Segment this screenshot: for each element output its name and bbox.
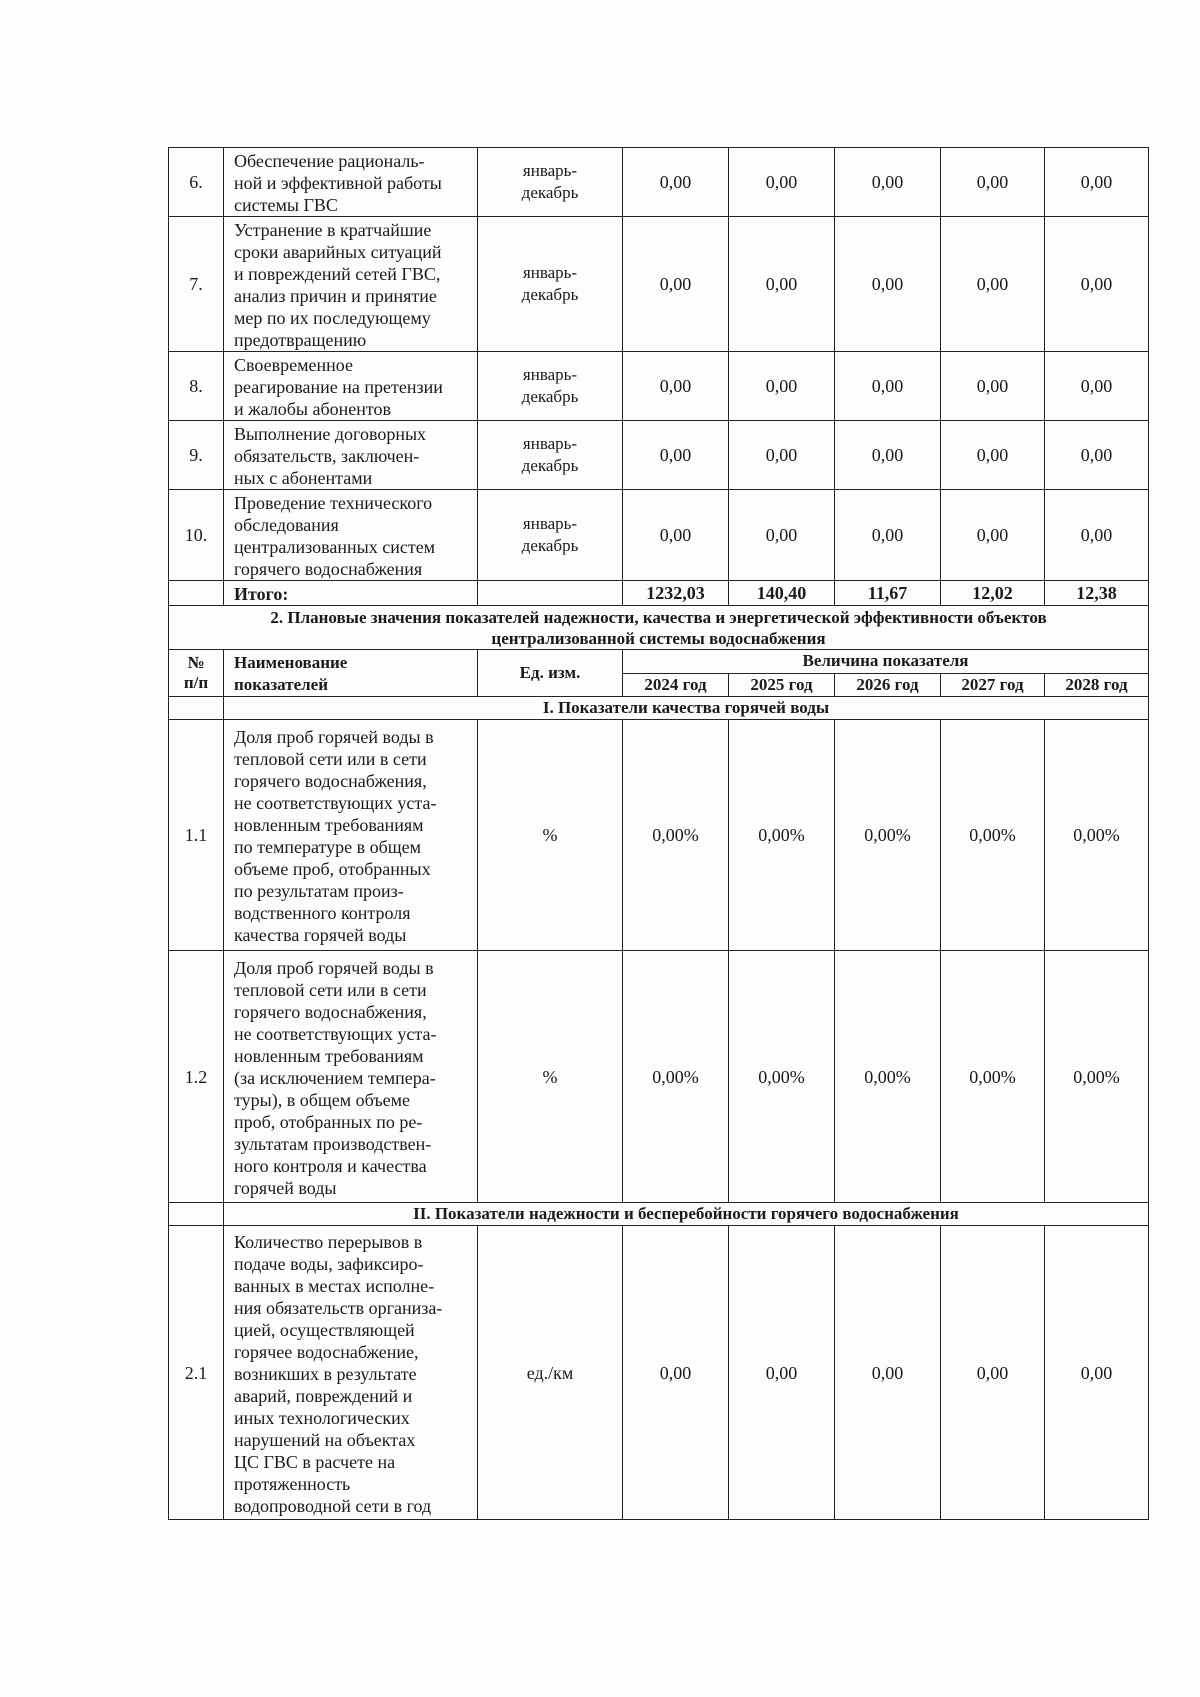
text-line: туры), в общем объеме: [234, 1089, 411, 1110]
text-line: январь-: [522, 365, 578, 384]
text-line: ЦС ГВС в расчете на: [234, 1451, 396, 1472]
row-name: [224, 148, 478, 217]
text-line: горячего водоснабжения: [234, 559, 423, 579]
text-line: тепловой сети или в сети: [234, 979, 427, 1000]
row-name: [224, 352, 478, 421]
text-line: по температуре в общем: [234, 837, 422, 857]
row-name: [224, 490, 478, 581]
section-empty: [169, 1203, 224, 1226]
row-name: [224, 1226, 478, 1520]
total-value: 12,38: [1045, 581, 1149, 606]
text-line: зультатам производствен-: [234, 1133, 432, 1154]
text-line: горячее водоснабжение,: [234, 1341, 419, 1362]
text-line: возникших в результате: [234, 1363, 417, 1384]
text-line: качества горячей воды: [234, 925, 407, 945]
total-empty: [478, 581, 623, 606]
text-line: новленным требованиям: [234, 1045, 424, 1066]
text-line: Обеспечение рациональ-: [234, 151, 425, 171]
row-value: 0,00%: [941, 951, 1045, 1203]
row-number: 7.: [169, 217, 224, 352]
row-value: 0,00: [729, 217, 835, 352]
row-value: 0,00: [623, 490, 729, 581]
text-line: (за исключением темпера-: [234, 1067, 436, 1088]
row-period: [478, 352, 623, 421]
text-line: Наименование: [234, 653, 348, 672]
text-line: подаче воды, зафиксиро-: [234, 1253, 424, 1274]
header-unit: Ед. изм.: [478, 650, 623, 697]
header-year: 2027 год: [941, 673, 1045, 697]
row-number: 1.1: [169, 720, 224, 951]
row-number: 8.: [169, 352, 224, 421]
section-empty: [169, 697, 224, 720]
row-name: [224, 720, 478, 951]
text-line: декабрь: [521, 183, 579, 202]
row-value: 0,00: [623, 1226, 729, 1520]
row-value: 0,00: [835, 1226, 941, 1520]
row-value: 0,00: [623, 421, 729, 490]
total-label: Итого:: [224, 581, 478, 606]
text-line: ных с абонентами: [234, 468, 373, 488]
table-row: [169, 148, 1149, 217]
text-line: реагирование на претензии: [234, 377, 443, 397]
row-value: 0,00: [1045, 490, 1149, 581]
section-title: I. Показатели качества горячей воды: [224, 697, 1149, 720]
text-line: централизованных систем: [234, 537, 436, 557]
text-line: водопроводной сети в год: [234, 1495, 432, 1516]
row-value: 0,00%: [623, 720, 729, 951]
text-line: предотвращению: [234, 330, 367, 350]
text-line: и жалобы абонентов: [234, 399, 391, 419]
row-value: 0,00: [729, 352, 835, 421]
text-line: январь-: [522, 434, 578, 453]
text-line: горячего водоснабжения,: [234, 1001, 427, 1022]
row-value: 0,00: [1045, 352, 1149, 421]
table-row: [169, 217, 1149, 352]
table-row: [169, 720, 1149, 951]
header-year: 2026 год: [835, 673, 941, 697]
text-line: январь-: [522, 514, 578, 533]
part2-title-row: [169, 606, 1149, 650]
row-value: 0,00: [835, 148, 941, 217]
row-value: 0,00: [623, 148, 729, 217]
text-line: ния обязательств организа-: [234, 1297, 443, 1318]
text-line: 2. Плановые значения показателей надежности, качества и энергетической эффективности объектов: [270, 607, 1047, 627]
text-line: цией, осуществляющей: [234, 1319, 415, 1340]
text-line: сроки аварийных ситуаций: [234, 242, 442, 262]
row-value: 0,00: [835, 217, 941, 352]
row-number: 1.2: [169, 951, 224, 1203]
total-value: 12,02: [941, 581, 1045, 606]
row-value: 0,00: [623, 352, 729, 421]
row-value: 0,00%: [623, 951, 729, 1203]
row-number: 10.: [169, 490, 224, 581]
header-name: [224, 650, 478, 697]
text-line: не соответствующих уста-: [234, 1023, 437, 1044]
header-year: 2024 год: [623, 673, 729, 697]
text-line: №: [187, 653, 205, 672]
text-line: ванных в местах исполне-: [234, 1275, 435, 1296]
text-line: по результатам произ-: [234, 881, 404, 901]
text-line: и повреждений сетей ГВС,: [234, 264, 441, 284]
row-value: 0,00: [1045, 148, 1149, 217]
text-line: обязательств, заключен-: [234, 446, 420, 466]
text-line: декабрь: [521, 536, 579, 555]
row-value: 0,00: [835, 352, 941, 421]
row-value: 0,00: [941, 490, 1045, 581]
text-line: показателей: [234, 675, 328, 694]
row-value: 0,00: [1045, 217, 1149, 352]
row-value: 0,00: [941, 352, 1045, 421]
section-row: [169, 697, 1149, 720]
total-empty: [169, 581, 224, 606]
row-value: 0,00%: [835, 951, 941, 1203]
text-line: горячего водоснабжения,: [234, 771, 427, 791]
text-line: Доля проб горячей воды в: [234, 727, 434, 747]
table-row: [169, 951, 1149, 1203]
row-period: [478, 148, 623, 217]
row-value: 0,00%: [941, 720, 1045, 951]
row-value: 0,00: [941, 148, 1045, 217]
row-unit: %: [478, 720, 623, 951]
text-line: Количество перерывов в: [234, 1231, 423, 1252]
text-line: обследования: [234, 515, 339, 535]
text-line: централизованной системы водоснабжения: [491, 628, 826, 648]
text-line: проб, отобранных по ре-: [234, 1111, 423, 1132]
row-name: [224, 951, 478, 1203]
section-row: [169, 1203, 1149, 1226]
text-line: январь-: [522, 161, 578, 180]
part2-title: [169, 606, 1149, 650]
row-value: 0,00%: [729, 951, 835, 1203]
text-line: ной и эффективной работы: [234, 173, 442, 193]
row-period: [478, 490, 623, 581]
text-line: новленным требованиям: [234, 815, 424, 835]
row-name: [224, 421, 478, 490]
row-value: 0,00%: [729, 720, 835, 951]
text-line: мер по их последующему: [234, 308, 431, 328]
text-line: аварий, повреждений и: [234, 1385, 413, 1406]
text-line: Устранение в кратчайшие: [234, 220, 432, 240]
row-value: 0,00: [623, 217, 729, 352]
table-row: [169, 490, 1149, 581]
table-row: [169, 352, 1149, 421]
row-value: 0,00%: [835, 720, 941, 951]
text-line: иных технологических: [234, 1407, 410, 1428]
total-value: 1232,03: [623, 581, 729, 606]
total-value: 140,40: [729, 581, 835, 606]
row-value: 0,00: [941, 217, 1045, 352]
row-value: 0,00: [729, 490, 835, 581]
row-unit: %: [478, 951, 623, 1203]
row-value: 0,00: [835, 421, 941, 490]
row-number: 2.1: [169, 1226, 224, 1520]
row-value: 0,00: [941, 1226, 1045, 1520]
row-period: [478, 217, 623, 352]
text-line: п/п: [183, 673, 209, 692]
text-line: системы ГВС: [234, 195, 338, 215]
total-value: 11,67: [835, 581, 941, 606]
row-value: 0,00: [729, 1226, 835, 1520]
text-line: Доля проб горячей воды в: [234, 957, 434, 978]
row-name: [224, 217, 478, 352]
text-line: нарушений на объектах: [234, 1429, 416, 1450]
text-line: анализ причин и принятие: [234, 286, 437, 306]
header-value-group: Величина показателя: [623, 650, 1149, 674]
text-line: горячей воды: [234, 1177, 337, 1198]
total-row: [169, 581, 1149, 606]
row-value: 0,00%: [1045, 951, 1149, 1203]
row-value: 0,00%: [1045, 720, 1149, 951]
row-period: [478, 421, 623, 490]
text-line: тепловой сети или в сети: [234, 749, 427, 769]
text-line: не соответствующих уста-: [234, 793, 437, 813]
section-title: II. Показатели надежности и бесперебойности горячего водоснабжения: [224, 1203, 1149, 1226]
text-line: Проведение технического: [234, 493, 433, 513]
text-line: Своевременное: [234, 355, 353, 375]
text-line: Выполнение договорных: [234, 424, 427, 444]
text-line: объеме проб, отобранных: [234, 859, 431, 879]
header-year: 2025 год: [729, 673, 835, 697]
row-value: 0,00: [1045, 421, 1149, 490]
table-row: [169, 1226, 1149, 1520]
document-page: [168, 147, 1148, 1520]
header-row: [169, 650, 1149, 674]
table-row: [169, 421, 1149, 490]
row-value: 0,00: [1045, 1226, 1149, 1520]
table-body: [169, 148, 1149, 1520]
row-value: 0,00: [729, 148, 835, 217]
text-line: декабрь: [521, 387, 579, 406]
text-line: водственного контроля: [234, 903, 411, 923]
text-line: протяженность: [234, 1473, 351, 1494]
row-unit: ед./км: [478, 1226, 623, 1520]
row-value: 0,00: [835, 490, 941, 581]
row-value: 0,00: [941, 421, 1045, 490]
text-line: ного контроля и качества: [234, 1155, 427, 1176]
text-line: декабрь: [521, 285, 579, 304]
header-year: 2028 год: [1045, 673, 1149, 697]
row-number: 6.: [169, 148, 224, 217]
indicators-table: [168, 147, 1149, 1520]
header-number: [169, 650, 224, 697]
row-value: 0,00: [729, 421, 835, 490]
row-number: 9.: [169, 421, 224, 490]
text-line: декабрь: [521, 456, 579, 475]
text-line: январь-: [522, 263, 578, 282]
